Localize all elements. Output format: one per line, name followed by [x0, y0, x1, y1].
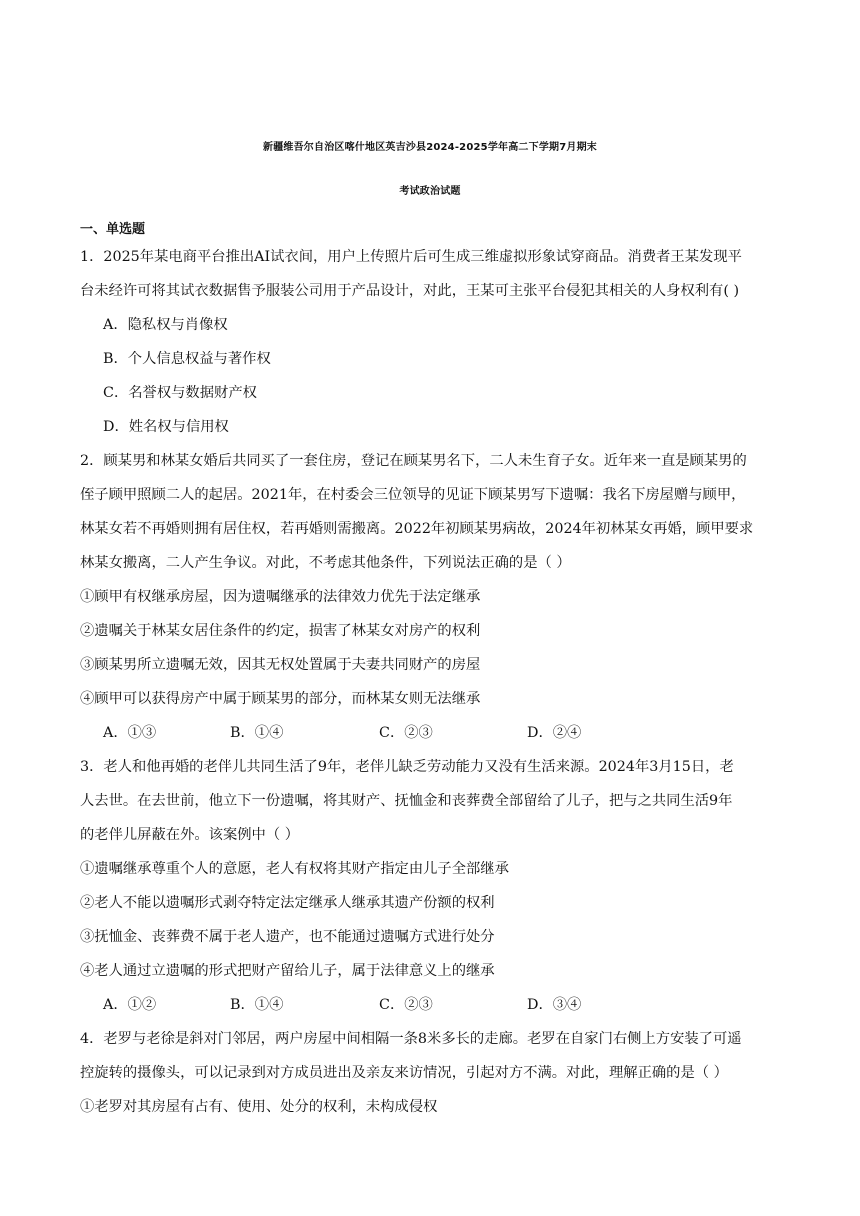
question-3-statement-1: ①遗嘱继承尊重个人的意愿，老人有权将其财产指定由儿子全部继承 [80, 861, 509, 877]
question-3-line-2: 人去世。在去世前，他立下一份遗嘱，将其财产、抚恤金和丧葬费全部留给了儿子，把与之共同生活9年 [80, 793, 733, 809]
question-3-choice-a: A．①② [103, 997, 157, 1013]
question-1-option-a: A．隐私权与肖像权 [103, 317, 228, 333]
question-2-line-2: 侄子顾甲照顾二人的起居。2021年，在村委会三位领导的见证下顾某男写下遗嘱：我名下房屋赠与顾甲， [80, 487, 746, 503]
question-2-choice-d: D．②④ [527, 725, 582, 741]
question-1-option-d: D．姓名权与信用权 [103, 419, 229, 435]
question-4-line-2: 控旋转的摄像头，可以记录到对方成员进出及亲友来访情况，引起对方不满。对此，理解正确的是（ ） [80, 1065, 728, 1081]
question-4-statement-1: ①老罗对其房屋有占有、使用、处分的权利，未构成侵权 [80, 1099, 438, 1115]
question-3-choice-c: C．②③ [379, 997, 433, 1013]
question-1-option-b: B．个人信息权益与著作权 [103, 351, 271, 367]
question-2-line-3: 林某女若不再婚则拥有居住权，若再婚则需搬离。2022年初顾某男病故，2024年初林某女再婚，顾甲要求 [80, 521, 754, 537]
question-3-line-1: 3．老人和他再婚的老伴儿共同生活了9年，老伴儿缺乏劳动能力又没有生活来源。2024年3月15日，老 [80, 759, 734, 775]
question-3-choice-b: B．①④ [230, 997, 284, 1013]
exam-title-line-1: 新疆维吾尔自治区喀什地区英吉沙县2024-2025学年高二下学期7月期末 [263, 142, 597, 153]
section-heading: 一、单选题 [80, 222, 146, 237]
question-3-statement-3: ③抚恤金、丧葬费不属于老人遗产，也不能通过遗嘱方式进行处分 [80, 929, 495, 945]
question-2-statement-1: ①顾甲有权继承房屋，因为遗嘱继承的法律效力优先于法定继承 [80, 589, 481, 605]
exam-title-line-2: 考试政治试题 [399, 186, 461, 197]
question-1-option-c: C．名誉权与数据财产权 [103, 385, 257, 401]
question-2-line-4: 林某女搬离，二人产生争议。对此，不考虑其他条件，下列说法正确的是（ ） [80, 555, 571, 571]
question-2-line-1: 2．顾某男和林某女婚后共同买了一套住房，登记在顾某男名下，二人未生育子女。近年来一直是顾某男的 [80, 453, 747, 469]
question-3-statement-4: ④老人通过立遗嘱的形式把财产留给儿子，属于法律意义上的继承 [80, 963, 495, 979]
question-2-statement-2: ②遗嘱关于林某女居住条件的约定，损害了林某女对房产的权利 [80, 623, 481, 639]
question-3-statement-2: ②老人不能以遗嘱形式剥夺特定法定继承人继承其遗产份额的权利 [80, 895, 495, 911]
question-4-line-1: 4．老罗与老徐是斜对门邻居，两户房屋中间相隔一条8米多长的走廊。老罗在自家门右侧上方安装了可遥 [80, 1031, 742, 1047]
question-1-line-2: 台未经许可将其试衣数据售予服装公司用于产品设计，对此，王某可主张平台侵犯其相关的人身权利有( ) [80, 283, 740, 299]
question-3-choice-d: D．③④ [527, 997, 582, 1013]
question-1-line-1: 1．2025年某电商平台推出AI试衣间，用户上传照片后可生成三维虚拟形象试穿商品。消费者王某发现平 [80, 249, 742, 265]
question-2-choice-c: C．②③ [379, 725, 433, 741]
question-2-statement-4: ④顾甲可以获得房产中属于顾某男的部分，而林某女则无法继承 [80, 691, 481, 707]
question-2-choice-a: A．①③ [103, 725, 157, 741]
question-2-choice-b: B．①④ [230, 725, 284, 741]
question-3-line-3: 的老伴儿屏蔽在外。该案例中（ ） [80, 827, 299, 843]
question-2-statement-3: ③顾某男所立遗嘱无效，因其无权处置属于夫妻共同财产的房屋 [80, 657, 481, 673]
